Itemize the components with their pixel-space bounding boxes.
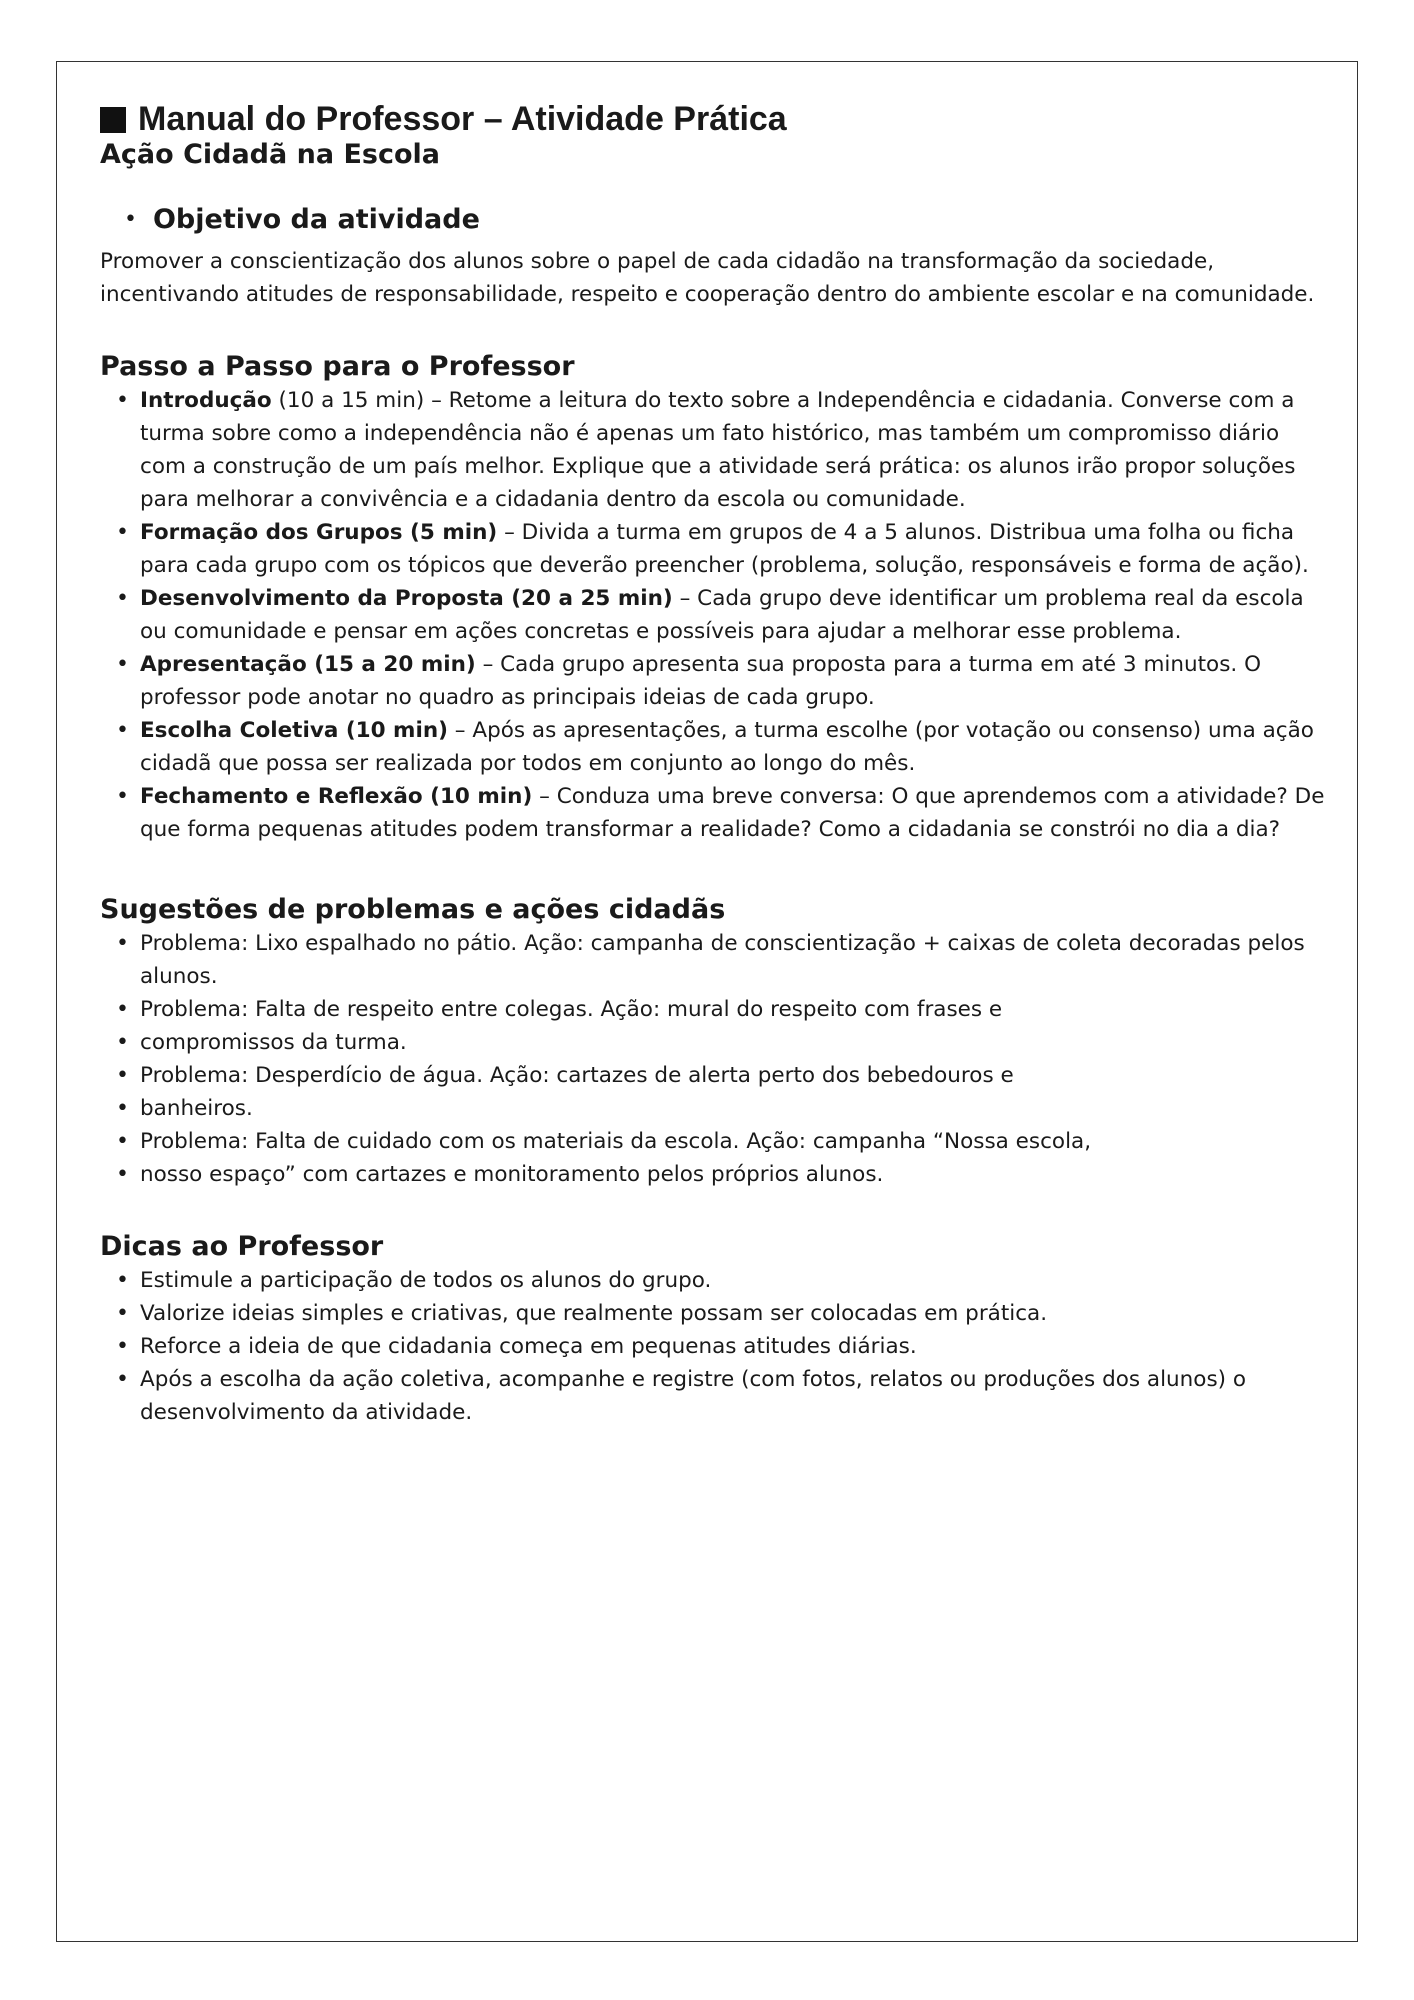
step-text: – Divida a turma em grupos de 4 a 5 alunos. Distribua uma folha ou ficha para cada grupo com os tópicos que deverão preencher (problema, solução, responsáveis e forma de ação).: [140, 520, 1309, 578]
steps-heading: Passo a Passo para o Professor: [100, 351, 575, 382]
step-text: – Após as apresentações, a turma escolhe (por votação ou consenso) uma ação cidadã que possa ser realizada por todos em conjunto ao longo do mês.: [140, 718, 1314, 776]
suggestion-item: • Problema: Falta de respeito entre colegas. Ação: mural do respeito com frases e: [140, 993, 1330, 1026]
steps-list: [100, 384, 1330, 846]
document-content: [100, 100, 1330, 1429]
page-title: [100, 100, 1330, 139]
step-label: Escolha Coletiva (10 min): [140, 718, 448, 743]
step-label: Introdução: [140, 388, 272, 413]
objective-text: Promover a conscientização dos alunos sobre o papel de cada cidadão na transformação da sociedade, incentivando atitudes de responsabilidade, respeito e cooperação dentro do ambiente escolar e na comunidade.: [100, 249, 1315, 307]
tips-section: [100, 1231, 1330, 1429]
tip-item: • Valorize ideias simples e criativas, que realmente possam ser colocadas em prática.: [140, 1297, 1330, 1330]
step-item: [140, 648, 1330, 714]
suggestion-item: • Problema: Desperdício de água. Ação: cartazes de alerta perto dos bebedouros e: [140, 1059, 1330, 1092]
tip-item: • Reforce a ideia de que cidadania começa em pequenas atitudes diárias.: [140, 1330, 1330, 1363]
step-text: – Cada grupo apresenta sua proposta para a turma em até 3 minutos. O professor pode anotar no quadro as principais ideias de cada grupo.: [140, 652, 1261, 710]
step-item: [140, 582, 1330, 648]
tips-heading: Dicas ao Professor: [100, 1231, 384, 1262]
suggestion-item: • nosso espaço” com cartazes e monitoramento pelos próprios alunos.: [140, 1158, 1330, 1191]
black-square-icon: [100, 107, 126, 133]
step-item: [140, 384, 1330, 516]
step-item: [140, 516, 1330, 582]
activity-subtitle: Ação Cidadã na Escola: [100, 139, 441, 170]
steps-section: [100, 351, 1330, 846]
tip-item: • Estimule a participação de todos os alunos do grupo.: [140, 1264, 1330, 1297]
step-text: – Cada grupo deve identificar um problema real da escola ou comunidade e pensar em ações concretas e possíveis para ajudar a melhorar esse problema.: [140, 586, 1304, 644]
suggestions-section: [100, 894, 1330, 1191]
objective-heading: [100, 204, 1330, 235]
suggestion-item: • Problema: Lixo espalhado no pátio. Ação: campanha de conscientização + caixas de coleta decoradas pelos alunos.: [140, 927, 1330, 993]
tips-list: [100, 1264, 1330, 1429]
suggestions-heading: Sugestões de problemas e ações cidadãs: [100, 894, 726, 925]
tip-item: • Após a escolha da ação coletiva, acompanhe e registre (com fotos, relatos ou produções dos alunos) o desenvolvimento da atividade.: [140, 1363, 1330, 1429]
suggestion-item: • compromissos da turma.: [140, 1026, 1330, 1059]
step-item: [140, 780, 1330, 846]
suggestion-item: • Problema: Falta de cuidado com os materiais da escola. Ação: campanha “Nossa escola,: [140, 1125, 1330, 1158]
step-text: (10 a 15 min) – Retome a leitura do texto sobre a Independência e cidadania. Converse com a turma sobre como a independência não é apenas um fato histórico, mas também um compromisso diário com a construção de um país melhor. Explique que a atividade será prática: os alunos irão propor soluções para melhorar a convivência e a cidadania dentro da escola ou comunidade.: [140, 388, 1296, 512]
suggestion-item: • banheiros.: [140, 1092, 1330, 1125]
step-label: Apresentação (15 a 20 min): [140, 652, 476, 677]
step-label: Formação dos Grupos (5 min): [140, 520, 498, 545]
step-text: – Conduza uma breve conversa: O que aprendemos com a atividade? De que forma pequenas atitudes podem transformar a realidade? Como a cidadania se constrói no dia a dia?: [140, 784, 1325, 842]
bullet-icon: •: [124, 207, 137, 232]
step-label: Fechamento e Reflexão (10 min): [140, 784, 533, 809]
step-label: Desenvolvimento da Proposta (20 a 25 min): [140, 586, 673, 611]
objective-heading-text: Objetivo da atividade: [152, 204, 480, 235]
page-title-text: Manual do Professor – Atividade Prática: [138, 100, 787, 138]
step-item: [140, 714, 1330, 780]
suggestions-list: [100, 927, 1330, 1191]
